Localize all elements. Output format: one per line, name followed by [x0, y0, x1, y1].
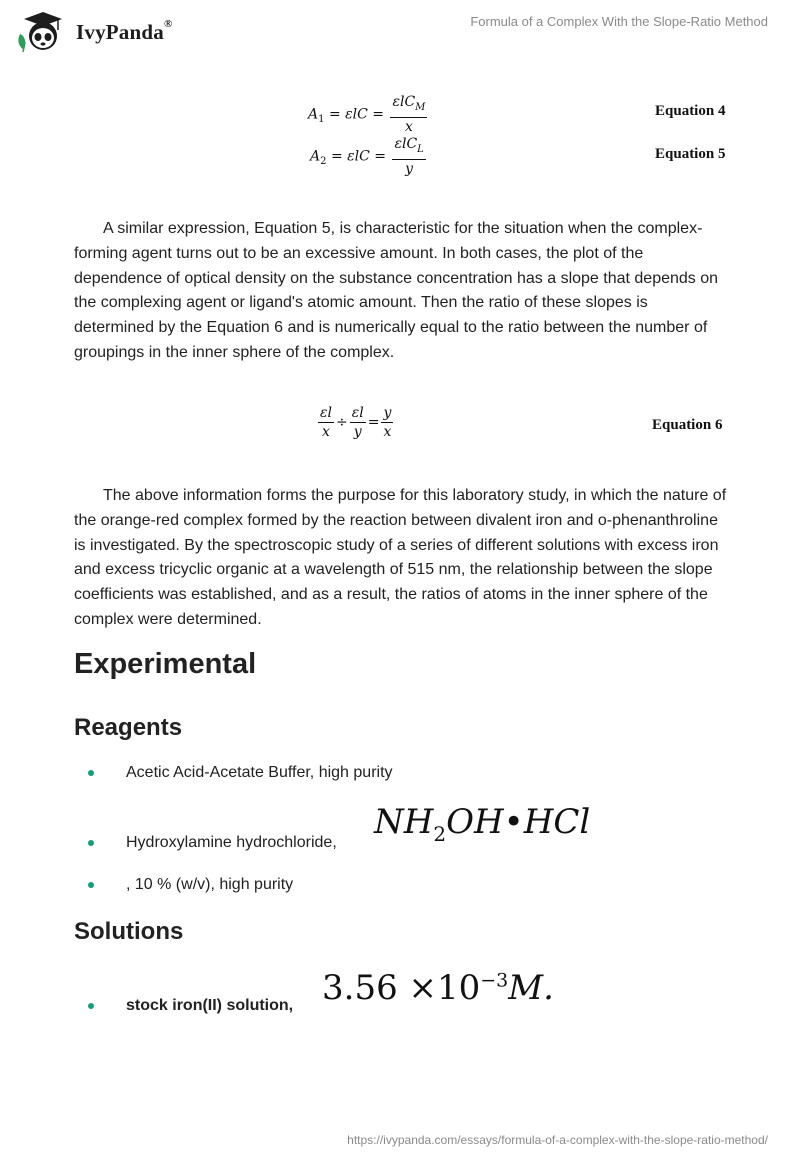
list-item-reagent [88, 876, 293, 894]
list-item-text: , 10 % (w/v), high purity [126, 876, 294, 893]
equation-5-label: Equation 5 [655, 146, 726, 162]
logo-wordmark [76, 17, 173, 45]
logo-text: IvyPanda [76, 19, 164, 44]
list-item-reagent [88, 834, 337, 852]
equation-6-label: Equation 6 [652, 417, 723, 433]
subheading-reagents: Reagents [74, 714, 183, 741]
equation-4: $A_1 = \varepsilon lC$ = $\frac{\varepsilon lC_M}{x}$ [308, 94, 426, 135]
list-item-reagent [88, 764, 393, 782]
formula-nh2oh-hcl: $NH_2OH•HCl$ [374, 802, 591, 846]
equation-6: $\frac{\varepsilon l}{x}$ ÷ $\frac{\varepsilon l}{y}$ = $\frac{y}{x}$ [320, 405, 392, 440]
list-item-text: stock iron(II) solution, [126, 997, 294, 1014]
bullet-dot-icon [88, 770, 94, 776]
bullet-dot-icon [88, 882, 94, 888]
bullet-dot-icon [88, 1003, 94, 1009]
panda-logo-icon [14, 10, 72, 54]
list-item-text: Acetic Acid-Acetate Buffer, high purity [126, 764, 393, 781]
section-heading-experimental: Experimental [74, 648, 257, 680]
equation-5: $A_2 = \varepsilon lC$ = $\frac{\varepsilon lC_L}{y}$ [310, 136, 424, 177]
paragraph-study-purpose: The above information forms the purpose for this laboratory study, in which the nature of the orange-red complex formed by the reaction between divalent iron and o-phenanthroline is investigated. By the spectroscopic study of a series of different solutions with excess iron and excess tricyclic organic at a wavelength of 515 nm, the relationship between the slope coefficients was established, and as a result, the ratios of atoms in the inner sphere of the complex were determined. [74, 487, 727, 628]
equation-4-label: Equation 4 [655, 103, 726, 119]
registered-mark: ® [163, 17, 173, 30]
ivypanda-logo[interactable] [14, 10, 172, 54]
subheading-solutions: Solutions [74, 918, 184, 945]
document-title: Formula of a Complex With the Slope-Ratio Method [470, 14, 768, 29]
paragraph-slope-ratio: A similar expression, Equation 5, is characteristic for the situation when the complex-forming agent turns out to be an excessive amount. In both cases, the plot of the dependence of optical density on the substance concentration has a slope that depends on the complexing agent or ligand's atomic amount. Then the ratio of these slopes is determined by the Equation 6 and is numerically equal to the ratio between the number of groupings in the inner sphere of the complex. [74, 220, 719, 361]
list-item-solution [88, 997, 293, 1015]
formula-iron-concentration: $3.56 \times 10^{-3}M$. [322, 968, 554, 1008]
source-url[interactable]: https://ivypanda.com/essays/formula-of-a-complex-with-the-slope-ratio-method/ [347, 1133, 768, 1147]
list-item-text: Hydroxylamine hydrochloride, [126, 834, 337, 851]
bullet-dot-icon [88, 840, 94, 846]
